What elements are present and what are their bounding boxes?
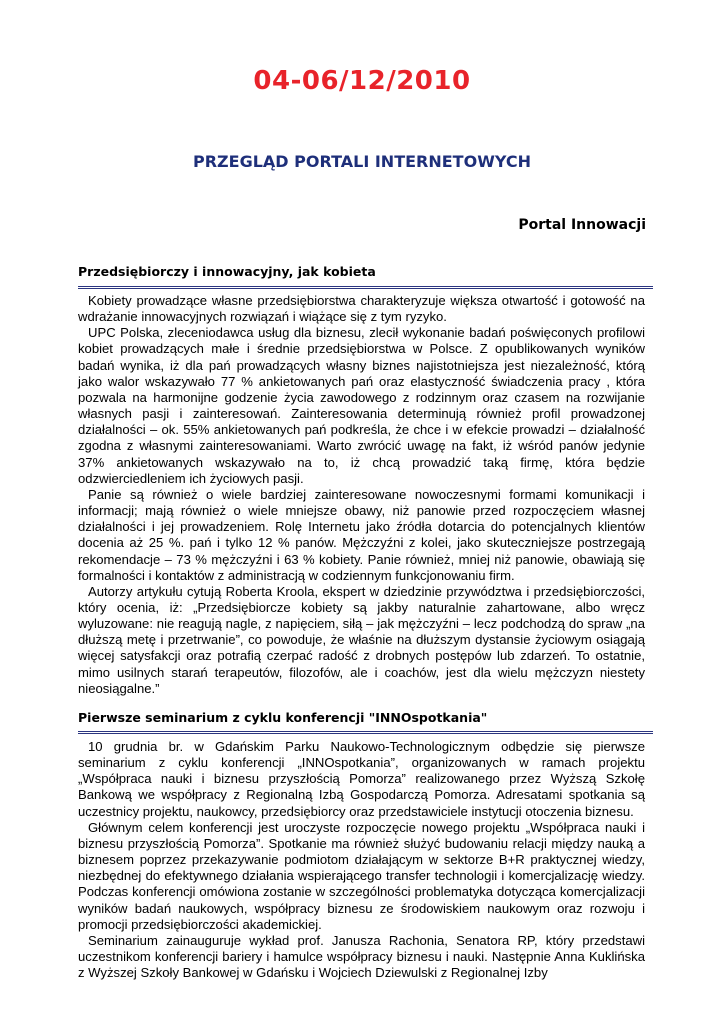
article-paragraph: Autorzy artykułu cytują Roberta Kroola, ekspert w dziedzinie przywództwa i przedsiębiorczości, który ocenia, iż: „Przedsiębiorcze kobiety są jakby naturalnie zahartowane, albo wręcz wyluzowane: nie reagują nagle, z napięciem, siłą – jak mężczyźni – lecz podchodzą do spraw „na dłuższą metę i przetrwanie”, co powoduje, że właśnie na dłuższym dystansie życiowym osiągają więcej satysfakcji oraz potrafią czerpać radość z drobnych postępów lub zdarzeń. To ostatnie, mimo usilnych starań terapeutów, filozofów, ale i coachów, jest dla wielu mężczyzn niestety nieosiągalne.” [78,583,645,696]
article-title: Pierwsze seminarium z cyklu konferencji "INNOspotkania" [78,710,488,725]
article-paragraph: 10 grudnia br. w Gdańskim Parku Naukowo-Technologicznym odbędzie się pierwsze seminarium z cyklu konferencji „INNOspotkania”, organizowanych w ramach projektu „Współpraca nauki i biznesu przyszłością Pomorza” realizowanego przez Wyższą Szkołę Bankową we współpracy z Regionalną Izbą Gospodarczą Pomorza. Adresatami spotkania są uczestnicy projektu, naukowcy, przedsiębiorcy oraz przedstawiciele instytucji otoczenia biznesu. [78,739,645,819]
document-date: 04-06/12/2010 [253,66,471,96]
article-paragraph: Seminarium zainauguruje wykład prof. Janusza Rachonia, Senatora RP, który przedstawi uczestnikom konferencji bariery i hamulce współpracy biznesu i nauki. Następnie Anna Kuklińska z Wyższej Szkoły Bankowej w Gdańsku i Wojciech Dziewulski z Regionalnej Izby [78,932,645,981]
title-divider [78,286,653,289]
article-paragraph: Głównym celem konferencji jest uroczyste rozpoczęcie nowego projektu „Współpraca nauki i biznesu przyszłością Pomorza”. Spotkanie ma również służyć budowaniu relacji między nauką a biznesem poprzez przekazywanie podmiotom działającym w sektorze B+R praktycznej wiedzy, niezbędnej do efektywnego działania wspierającego transfer technologii i komercjalizację wiedzy. Podczas konferencji omówiona zostanie w szczególności problematyka dotycząca komercjalizacji wyników badań naukowych, współpracy biznesu ze środowiskiem naukowym oraz rozwoju i promocji przedsiębiorczości akademickiej. [78,819,645,932]
portal-name: Portal Innowacji [518,217,646,233]
article-paragraph: Panie są również o wiele bardziej zainteresowane nowoczesnymi formami komunikacji i informacji; mają również o wiele mniejsze obawy, niż panowie przed rozpoczęciem własnej działalności i jej prowadzeniem. Rolę Internetu jako źródła dotarcia do potencjalnych klientów docenia aż 25 %. pań i tylko 12 % panów. Mężczyźni z kolei, jako skuteczniejsze postrzegają rekomendacje – 73 % mężczyźni i 63 % kobiety. Panie również, mniej niż panowie, obawiają się formalności i kontaktów z administracją w codziennym funkcjonowaniu firm. [78,486,645,583]
article-body [78,739,645,981]
section-title: PRZEGLĄD PORTALI INTERNETOWYCH [193,152,531,171]
title-divider [78,731,653,734]
article-title: Przedsiębiorczy i innowacyjny, jak kobieta [78,264,376,279]
article-paragraph: UPC Polska, zleceniodawca usług dla biznesu, zlecił wykonanie badań poświęconych profilowi kobiet prowadzących małe i średnie przedsiębiorstwa w Polsce. Z opublikowanych wyników badań wynika, iż dla pań prowadzących własny biznes najistotniejsza jest niezależność, którą jako walor wskazywało 77 % ankietowanych pań oraz elastyczność świadczenia pracy , która pozwala na harmonijne godzenie życia zawodowego z rodzinnym oraz czasem na rozwijanie własnych pasji i zainteresowań. Zainteresowania determinują również profil prowadzonej działalności – ok. 55% ankietowanych pań podkreśla, że chce i w efekcie prowadzi – działalność zgodna z własnymi zainteresowaniami. Warto zwrócić uwagę na fakt, iż wśród panów jedynie 37% ankietowanych wskazywało na to, iż chcą prowadzić taką firmę, która będzie odzwierciedleniem ich życiowych pasji. [78,325,645,486]
article-body [78,293,645,697]
article-paragraph: Kobiety prowadzące własne przedsiębiorstwa charakteryzuje większa otwartość i gotowość na wdrażanie innowacyjnych rozwiązań i wiążące się z tym ryzyko. [78,293,645,325]
